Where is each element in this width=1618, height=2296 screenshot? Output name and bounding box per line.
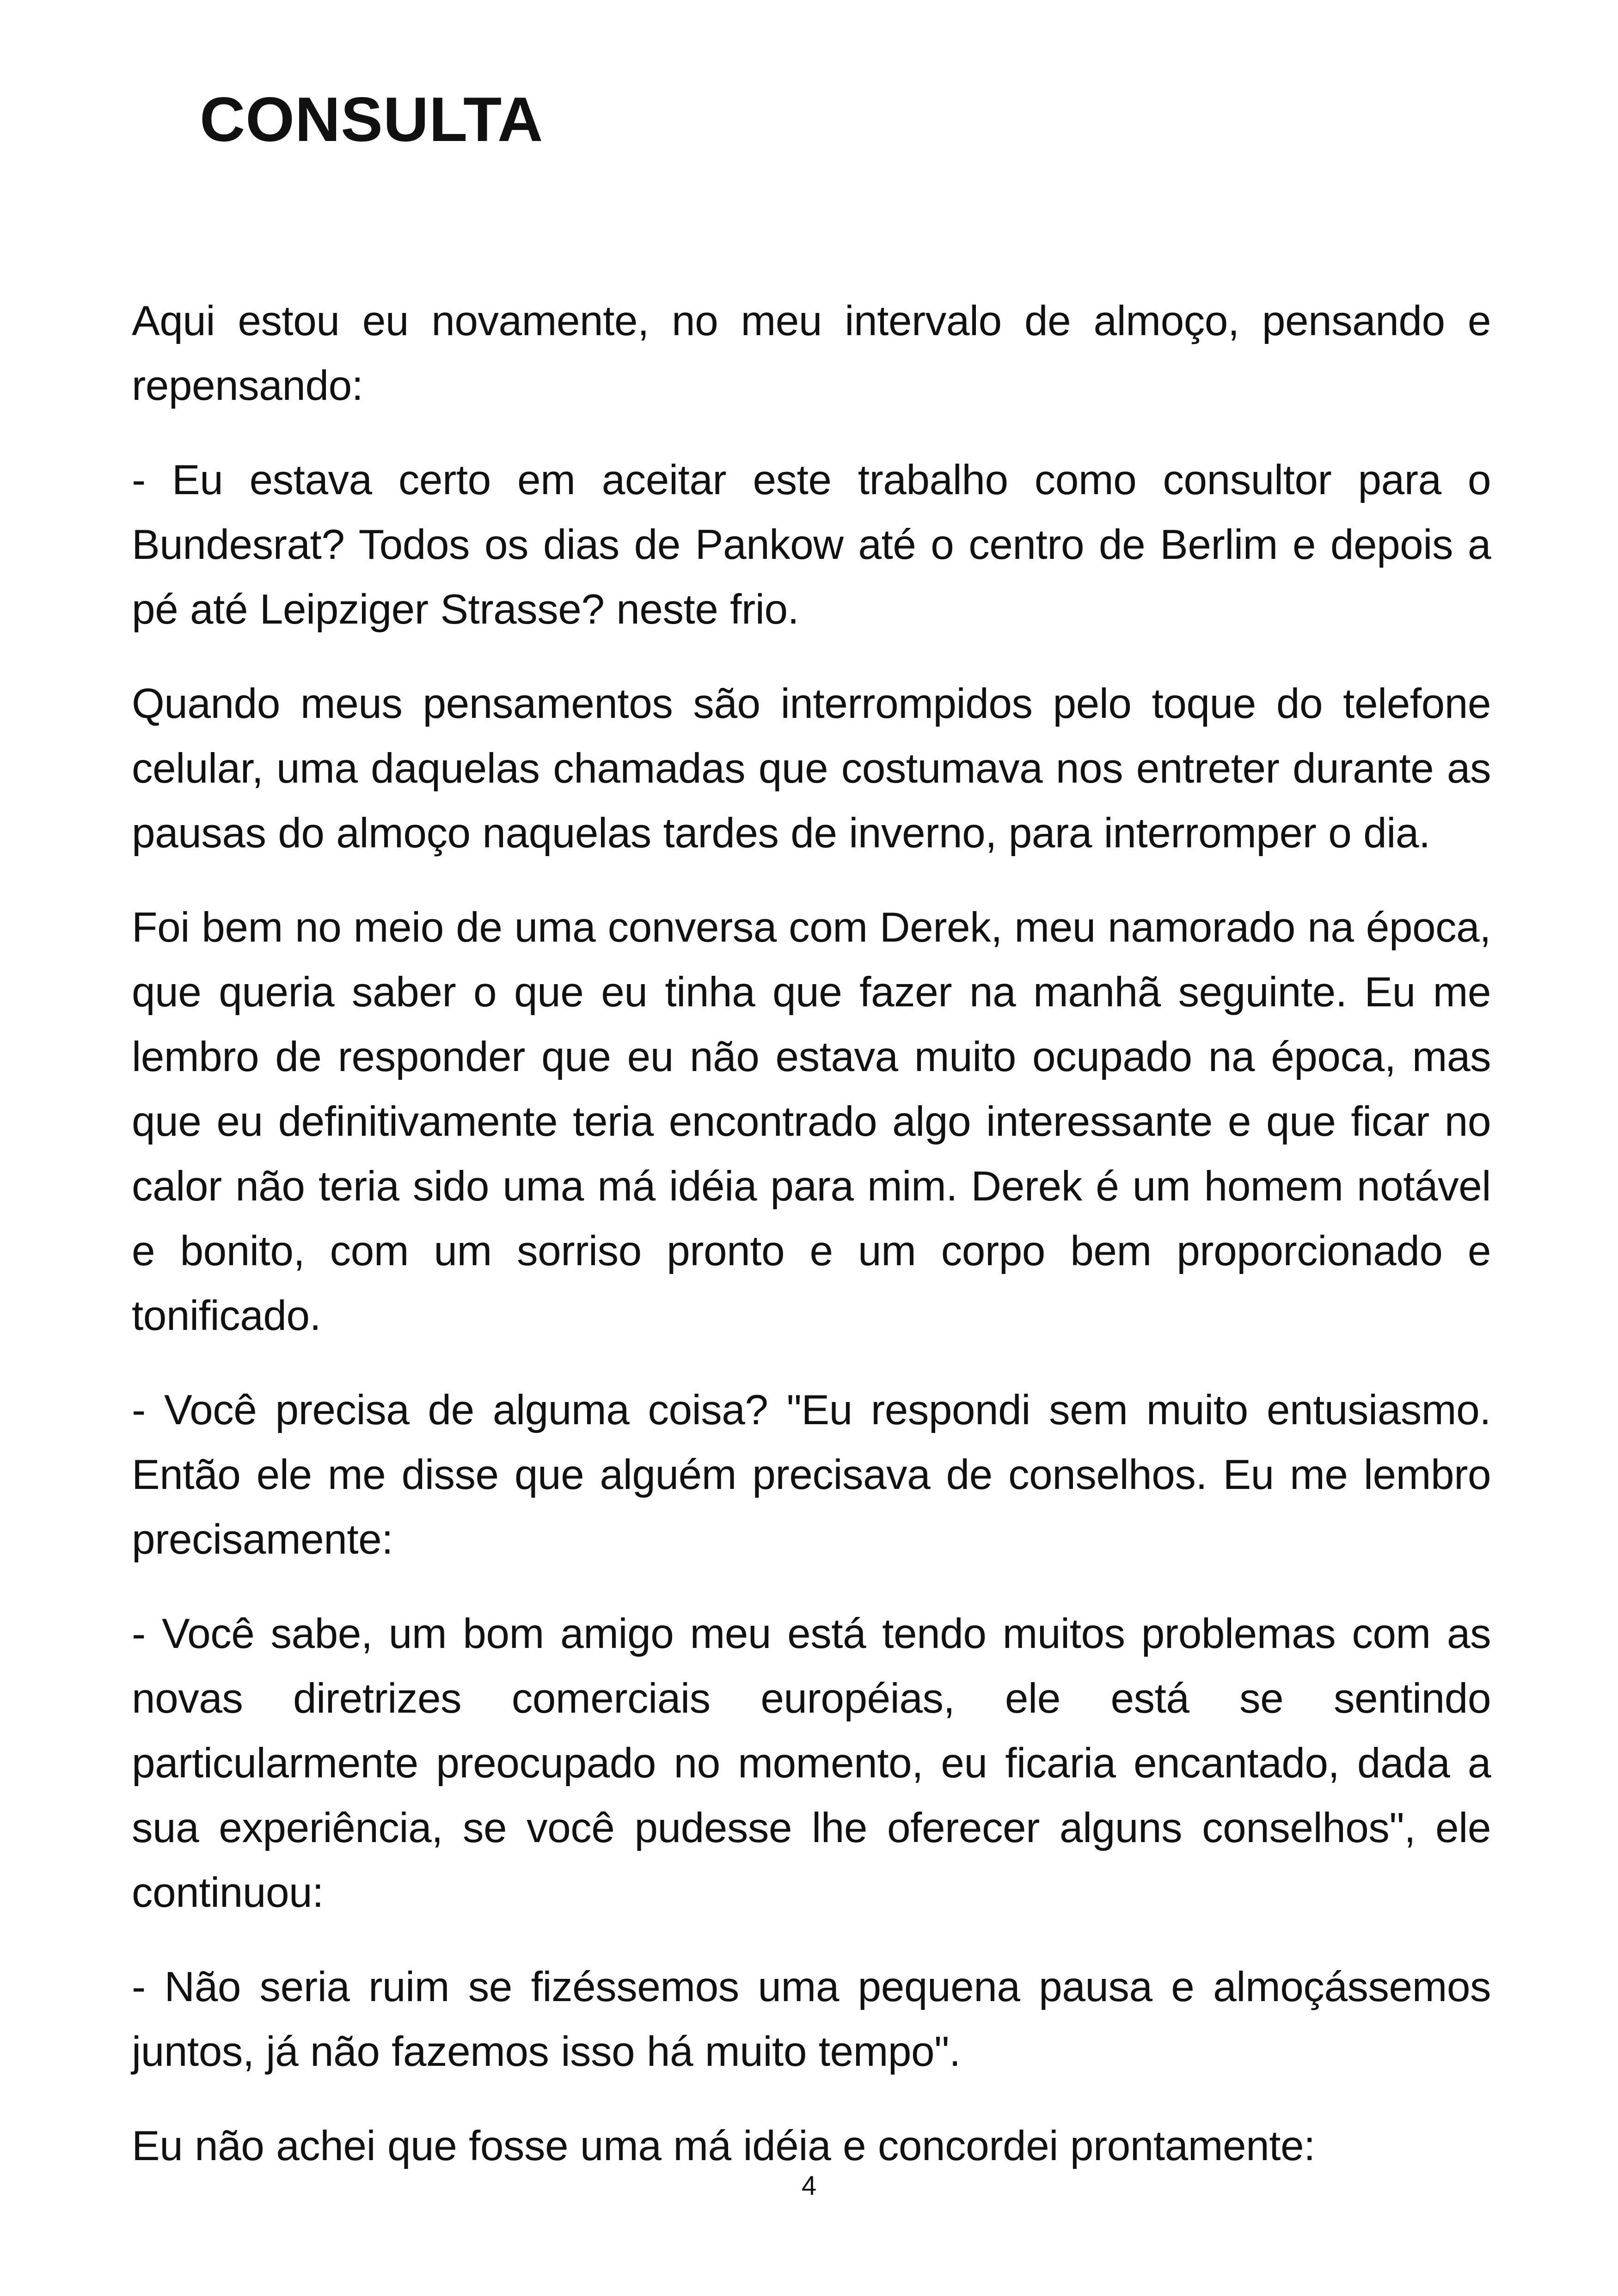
paragraph: Eu não achei que fosse uma má idéia e concordei prontamente: — [132, 2123, 1315, 2169]
paragraph: - Você precisa de alguma coisa? "Eu respondi sem muito entusiasmo. Então ele me disse que alguém precisava de conselhos. Eu me lembro precisamente: — [132, 1387, 1491, 1563]
body-text — [132, 289, 1491, 2208]
paragraph: - Não seria ruim se fizéssemos uma pequena pausa e almoçássemos juntos, já não fazemos isso há muito tempo". — [132, 1964, 1491, 2075]
paragraph: - Você sabe, um bom amigo meu está tendo muitos problemas com as novas diretrizes comerciais européias, ele está se sentindo particularmente preocupado no momento, eu ficaria encantado, dada a sua experiência, se você pudesse lhe oferecer alguns conselhos", ele continuou: — [132, 1610, 1491, 1916]
paragraph: Aqui estou eu novamente, no meu intervalo de almoço, pensando e repensando: — [132, 298, 1491, 409]
page-number: 4 — [801, 2171, 817, 2201]
paragraph: - Eu estava certo em aceitar este trabalho como consultor para o Bundesrat? Todos os dias de Pankow até o centro de Berlim e depois a pé até Leipziger Strasse? neste frio. — [132, 457, 1491, 633]
paragraph: Foi bem no meio de uma conversa com Derek, meu namorado na época, que queria saber o que eu tinha que fazer na manhã seguinte. Eu me lembro de responder que eu não estava muito ocupado na época, mas que eu definitivamente teria encontrado algo interessante e que ficar no calor não teria sido uma má idéia para mim. Derek é um homem notável e bonito, com um sorriso pronto e um corpo bem proporcionado e tonificado. — [132, 904, 1491, 1339]
chapter-title: CONSULTA — [200, 84, 544, 154]
paragraph: Quando meus pensamentos são interrompidos pelo toque do telefone celular, uma daquelas chamadas que costumava nos entreter durante as pausas do almoço naquelas tardes de inverno, para interromper o dia. — [132, 680, 1491, 857]
